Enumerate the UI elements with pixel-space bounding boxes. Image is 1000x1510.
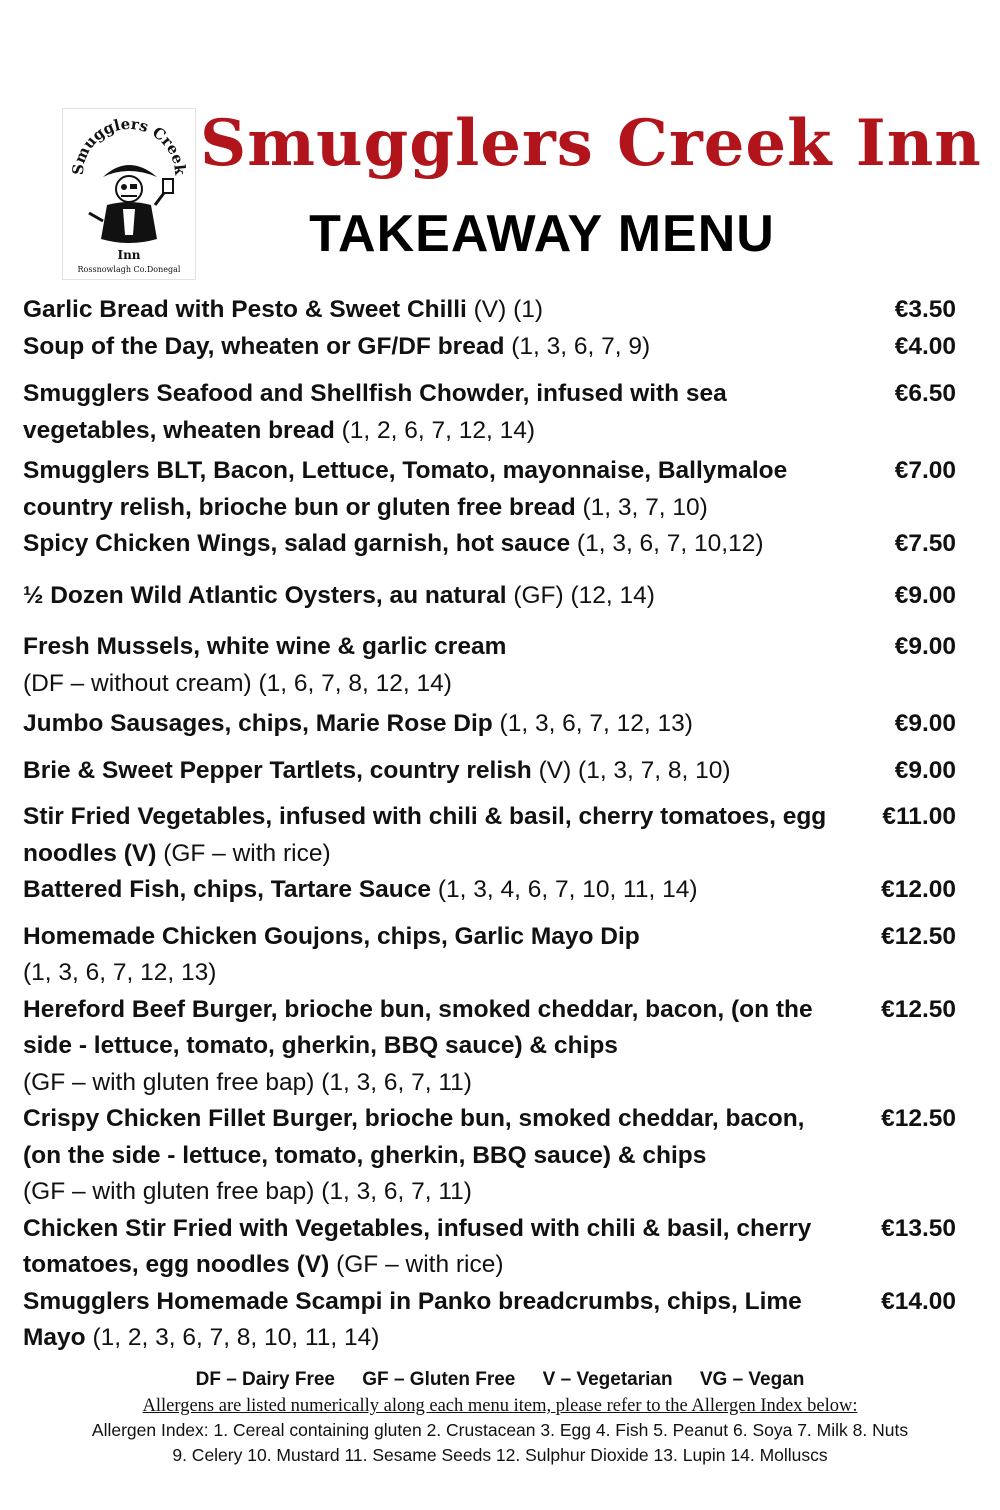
- menu-item: [23, 1211, 958, 1284]
- item-note: (1, 2, 6, 7, 12, 14): [334, 416, 536, 444]
- menu-subtitle: TAKEAWAY MENU: [309, 205, 775, 263]
- item-note: (GF – with gluten free bap) (1, 3, 6, 7, 11): [23, 1068, 472, 1096]
- restaurant-title: Smugglers Creek Inn: [200, 106, 982, 181]
- item-name: Crispy Chicken Fillet Burger, brioche bun, smoked cheddar, bacon, (on the side - lettuce, tomato, gherkin, BBQ sauce) & chips: [23, 1105, 805, 1169]
- menu-item: [23, 578, 958, 615]
- footer: [0, 1366, 1000, 1468]
- item-note: (GF – with rice): [329, 1251, 504, 1278]
- item-price: €13.50: [881, 1214, 956, 1242]
- legend-df: DF – Dairy Free: [195, 1369, 335, 1390]
- menu-item: [23, 919, 958, 992]
- item-price: €12.50: [881, 922, 956, 950]
- item-name: Fresh Mussels, white wine & garlic cream: [23, 633, 507, 660]
- item-price: €11.00: [882, 803, 956, 830]
- item-note: (1, 3, 6, 7, 9): [504, 332, 651, 360]
- item-name: Smugglers Seafood and Shellfish Chowder, infused with sea vegetables, wheaten bread: [23, 380, 727, 444]
- item-name: Smugglers Homemade Scampi in Panko breadcrumbs, chips, Lime Mayo: [23, 1287, 802, 1351]
- allergen-index-line-2: 9. Celery 10. Mustard 11. Sesame Seeds 12. Sulphur Dioxide 13. Lupin 14. Molluscs: [172, 1445, 828, 1465]
- legend-vg: VG – Vegan: [699, 1369, 805, 1390]
- item-price: €7.00: [894, 457, 956, 484]
- menu-item: [23, 526, 958, 563]
- item-note: (1, 3, 6, 7, 12, 13): [23, 959, 217, 986]
- item-note: (1, 3, 7, 10): [575, 493, 708, 521]
- logo-location-text: Rossnowlagh Co.Donegal: [77, 265, 181, 274]
- item-name: Stir Fried Vegetables, infused with chili & basil, cherry tomatoes, egg noodles (V): [23, 803, 827, 867]
- logo-inn-text: Inn: [117, 248, 141, 262]
- item-name: Spicy Chicken Wings, salad garnish, hot sauce: [23, 530, 571, 557]
- item-note: (1, 2, 3, 6, 7, 8, 10, 11, 14): [85, 1324, 380, 1351]
- menu-item: [23, 706, 958, 743]
- menu-item: [23, 1101, 958, 1211]
- item-name: Hereford Beef Burger, brioche bun, smoked cheddar, bacon, (on the side - lettuce, tomato, gherkin, BBQ sauce) & chips: [23, 995, 813, 1059]
- item-name: Smugglers BLT, Bacon, Lettuce, Tomato, mayonnaise, Ballymaloe country relish, brioche bun or gluten free bread: [23, 457, 788, 521]
- item-note: (V) (1): [466, 296, 544, 323]
- menu-item: [23, 376, 958, 449]
- item-price: €9.00: [894, 710, 956, 737]
- pirate-icon: [89, 165, 173, 243]
- logo-top-text: Smugglers Creek: [68, 114, 190, 176]
- item-price: €9.00: [894, 633, 956, 660]
- menu-item: [23, 872, 958, 909]
- item-note: (GF – with gluten free bap) (1, 3, 6, 7, 11): [23, 1178, 472, 1205]
- legend-gf: GF – Gluten Free: [362, 1369, 516, 1390]
- logo: [62, 108, 196, 280]
- item-price: €12.50: [881, 995, 956, 1023]
- menu-item: [23, 292, 958, 329]
- item-price: €12.50: [881, 1105, 956, 1132]
- item-name: Jumbo Sausages, chips, Marie Rose Dip: [23, 710, 493, 737]
- item-note: (GF – with rice): [156, 839, 331, 867]
- menu-item: [23, 629, 958, 702]
- item-note: (DF – without cream) (1, 6, 7, 8, 12, 14): [23, 669, 452, 697]
- diet-legend: [0, 1366, 1000, 1394]
- item-note: (1, 3, 6, 7, 12, 13): [492, 710, 693, 737]
- menu-item: [23, 1284, 958, 1357]
- header: [0, 0, 1000, 290]
- item-name: Brie & Sweet Pepper Tartlets, country relish: [23, 756, 532, 784]
- item-price: €7.50: [894, 530, 956, 557]
- menu-item: [23, 992, 958, 1102]
- item-note: (GF) (12, 14): [506, 581, 655, 609]
- menu-list: [23, 292, 958, 1357]
- item-name: Soup of the Day, wheaten or GF/DF bread: [23, 332, 505, 360]
- item-name: Battered Fish, chips, Tartare Sauce: [23, 876, 432, 903]
- item-price: €9.00: [894, 581, 956, 609]
- item-name: ½ Dozen Wild Atlantic Oysters, au natural: [23, 581, 507, 609]
- item-price: €14.00: [881, 1287, 956, 1315]
- item-note: (V) (1, 3, 7, 8, 10): [531, 756, 731, 784]
- menu-item: [23, 753, 958, 790]
- menu-item: [23, 453, 958, 526]
- menu-item: [23, 329, 958, 366]
- item-price: €6.50: [894, 380, 956, 407]
- item-name: Homemade Chicken Goujons, chips, Garlic Mayo Dip: [23, 922, 640, 950]
- item-name: Garlic Bread with Pesto & Sweet Chilli: [23, 296, 467, 323]
- item-price: €9.00: [894, 756, 956, 784]
- allergen-note: Allergens are listed numerically along each menu item, please refer to the Allergen Index below:: [142, 1396, 858, 1416]
- allergen-index-line-1: Allergen Index: 1. Cereal containing gluten 2. Crustacean 3. Egg 4. Fish 5. Peanut 6. Soya 7. Milk 8. Nuts: [91, 1420, 909, 1440]
- item-price: €12.00: [881, 876, 956, 903]
- item-note: (1, 3, 6, 7, 10,12): [570, 530, 764, 557]
- item-price: €3.50: [894, 296, 956, 323]
- legend-v: V – Vegetarian: [542, 1369, 673, 1390]
- item-name: Chicken Stir Fried with Vegetables, infused with chili & basil, cherry tomatoes, egg noodles (V): [23, 1214, 812, 1278]
- menu-item: [23, 799, 958, 872]
- item-price: €4.00: [894, 332, 956, 360]
- item-note: (1, 3, 4, 6, 7, 10, 11, 14): [431, 876, 698, 903]
